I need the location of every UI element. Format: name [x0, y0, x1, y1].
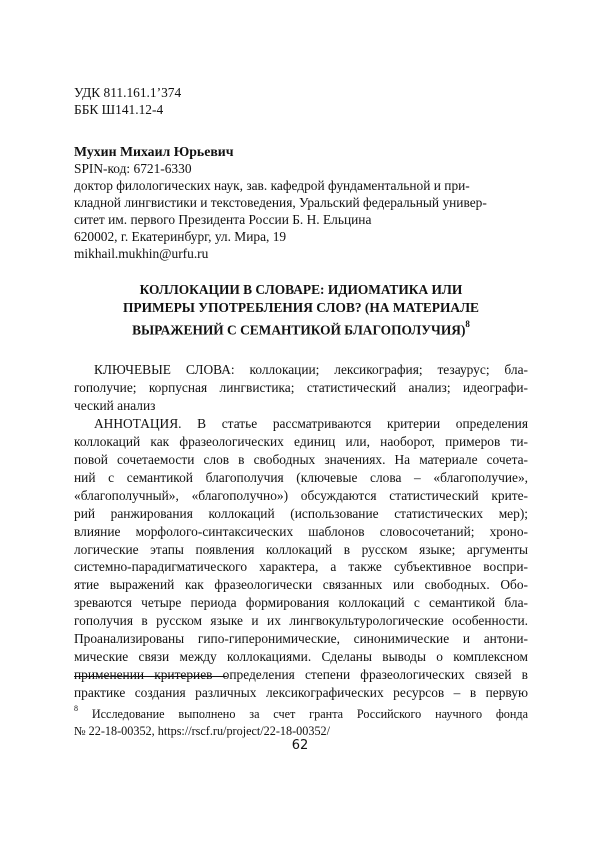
keywords-line: КЛЮЧЕВЫЕ СЛОВА: коллокации; лексикография; тезаурус; бла-: [94, 362, 528, 378]
author-block: [74, 143, 528, 262]
author-email[interactable]: mikhail.mukhin@urfu.ru: [74, 246, 209, 261]
title-line: КОЛЛОКАЦИИ В СЛОВАРЕ: ИДИОМАТИКА ИЛИ: [139, 282, 463, 297]
abstract-line: влияние морфолого-синтаксических шаблонов словосочетаний; хроно-: [74, 523, 528, 539]
abstract-line: коллокаций как фразеологических единиц или, наоборот, примеров ти-: [74, 434, 528, 450]
keywords-paragraph: [74, 361, 528, 415]
footnote-divider: [74, 676, 227, 677]
author-spin: SPIN-код: 6721-6330: [74, 161, 192, 176]
article-title: [74, 281, 528, 339]
bbk-code: ББК Ш141.12-4: [74, 102, 164, 117]
keywords-line: гополучие; корпусная лингвистика; статистический анализ; идеографи-: [74, 380, 528, 396]
abstract-line: ний с семантикой благополучия (ключевые слова – «благополучие»,: [74, 469, 528, 485]
footnote-line[interactable]: № 22-18-00352, https://rscf.ru/project/22-18-00352/: [74, 723, 331, 738]
footnote-text: Исследование выполнено за счет гранта Российского научного фонда: [91, 707, 528, 722]
title-footnote-marker[interactable]: 8: [465, 319, 470, 329]
abstract-line: гополучия в русском языке и их лингвокультурологические особенности.: [74, 613, 528, 629]
abstract-line: ятие выражений как фразеологически связанных или свободных. Обо-: [74, 577, 528, 593]
body-text: [74, 361, 528, 701]
page-content: [74, 84, 528, 702]
abstract-line: логические этапы появления коллокаций в русском языке; аргументы: [74, 541, 528, 557]
page-number: 62: [291, 738, 309, 753]
keywords-line: ческий анализ: [74, 398, 156, 414]
abstract-line: мические связи между коллокациями. Сделаны выводы о комплексном: [74, 648, 528, 664]
author-affiliation-line: ситет им. первого Президента России Б. Н. Ельцина: [74, 212, 372, 227]
abstract-line: практике создания различных лексикографических ресурсов – в первую: [74, 684, 528, 700]
abstract-line: «благополучный», «благополучно») обсуждаются статистический крите-: [74, 487, 528, 503]
author-address: 620002, г. Екатеринбург, ул. Мира, 19: [74, 229, 287, 244]
abstract-line: повой сочетаемости слов в свободных значениях. На материале сочета-: [74, 452, 528, 467]
abstract-line: АННОТАЦИЯ. В статье рассматриваются критерии определения: [94, 416, 528, 432]
abstract-line: Проанализированы гипо-гиперонимические, синонимические и антони-: [74, 631, 528, 647]
classification-block: [74, 84, 528, 118]
footnote-line-first: [74, 703, 528, 723]
abstract-line: зреваются четыре периода формирования коллокаций с семантикой бла-: [74, 595, 528, 611]
author-affiliation-line: доктор филологических наук, зав. кафедрой фундаментальной и при-: [74, 178, 470, 193]
author-name: Мухин Михаил Юрьевич: [74, 144, 234, 159]
footnote: [74, 703, 528, 739]
abstract-line: системно-парадигматического характера, а также субъективное воспри-: [74, 559, 528, 575]
title-line-text: ВЫРАЖЕНИЙ С СЕМАНТИКОЙ БЛАГОПОЛУЧИЯ): [132, 322, 466, 338]
author-affiliation-line: кладной лингвистики и текстоведения, Уральский федеральный универ-: [74, 195, 487, 210]
udc-code: УДК 811.161.1’374: [74, 85, 182, 100]
abstract-line: применении критериев определения степени фразеологических связей в: [74, 666, 528, 682]
abstract-line: рий ранжирования коллокаций (использование статистических мер);: [74, 505, 528, 521]
abstract-paragraph: [74, 415, 528, 702]
title-line-last: [74, 317, 528, 339]
title-line: ПРИМЕРЫ УПОТРЕБЛЕНИЯ СЛОВ? (НА МАТЕРИАЛЕ: [122, 300, 479, 315]
footnote-marker: 8: [74, 704, 78, 713]
